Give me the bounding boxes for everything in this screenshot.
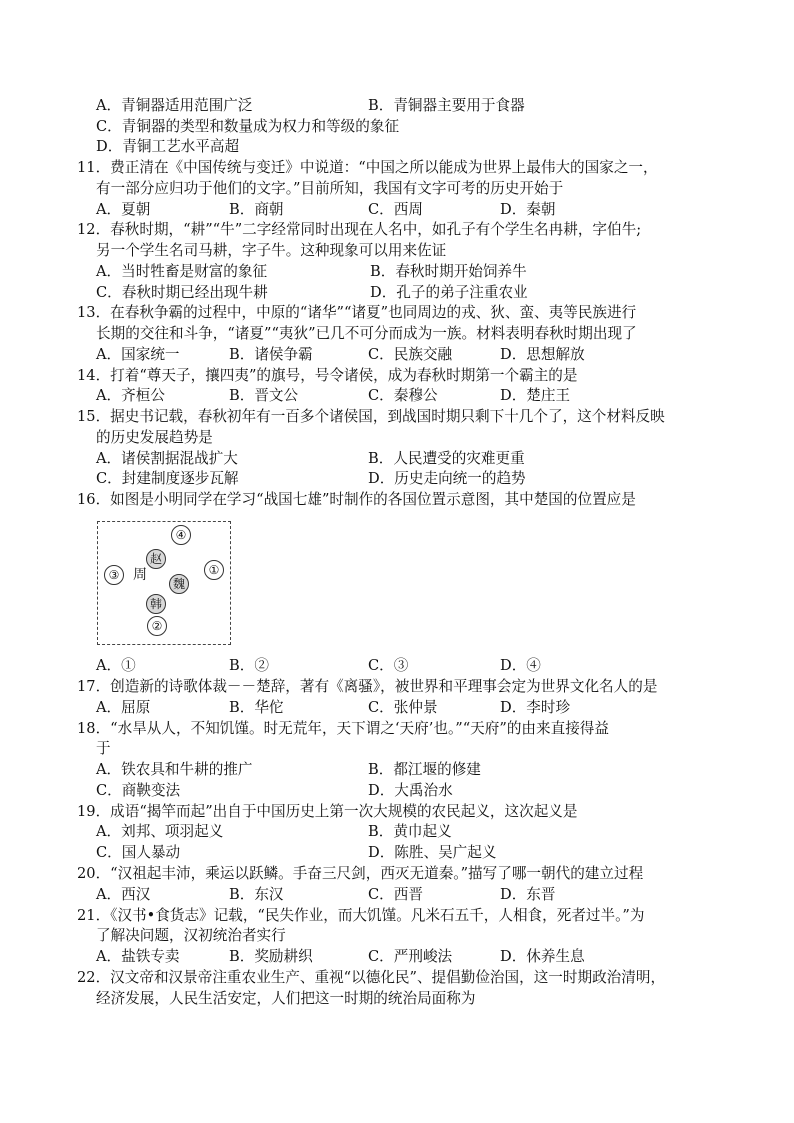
q12-option-a: A．当时牲畜是财富的象征 xyxy=(96,263,268,280)
q20-stem-line1: 20．“汉祖起丰沛，乘运以跃鳞。手奋三尺剑，西灭无道秦。”描写了哪一朝代的建立过程 xyxy=(77,865,644,882)
q14-option-a: A．齐桓公 xyxy=(96,387,165,404)
q11-stem-line2: 有一部分应归功于他们的文字。”目前所知，我国有文字可考的历史开始于 xyxy=(96,180,564,197)
q13-option-a: A．国家统一 xyxy=(96,346,180,363)
q14-stem-line1: 14．打着“尊天子，攘四夷”的旗号，号令诸侯，成为春秋时期第一个霸主的是 xyxy=(77,367,578,384)
q21-option-b: B．奖励耕织 xyxy=(229,948,313,965)
q16-stem-line1: 16．如图是小明同学在学习“战国七雄”时制作的各国位置示意图，其中楚国的位置应是 xyxy=(77,491,636,508)
q12-option-c: C．春秋时期已经出现牛耕 xyxy=(96,284,268,301)
q12-stem-line1: 12．春秋时期，“耕”“牛”二字经常同时出现在人名中，如孔子有个学生名冉耕，字伯牛; xyxy=(77,221,642,238)
q13-option-d: D．思想解放 xyxy=(500,346,585,363)
q19-stem-line1: 19．成语“揭竿而起”出自于中国历史上第一次大规模的农民起义，这次起义是 xyxy=(77,803,578,820)
q12-option-b: B．春秋时期开始饲养牛 xyxy=(370,263,527,280)
q14-option-c: C．秦穆公 xyxy=(368,387,438,404)
q21-stem-line2: 了解决问题，汉初统治者实行 xyxy=(96,927,286,944)
q22-stem-line1: 22．汉文帝和汉景帝注重农业生产、重视“以德化民”、提倡勤俭治国，这一时期政治清明， xyxy=(77,969,666,986)
q15-stem-line1: 15．据史书记载，春秋初年有一百多个诸侯国，到战国时期只剩下十几个了，这个材料反映 xyxy=(77,408,665,425)
q20-option-c: C．西晋 xyxy=(368,886,423,903)
q19-option-b: B．黄巾起义 xyxy=(368,823,452,840)
q12-stem-line2: 另一个学生名司马耕，字子牛。这种现象可以用来佐证 xyxy=(96,242,447,259)
q18-option-c: C．商鞅变法 xyxy=(96,782,181,799)
q15-option-d: D．历史走向统一的趋势 xyxy=(368,470,526,487)
q10-option-d: D．青铜工艺水平高超 xyxy=(96,138,240,155)
q18-option-a: A．铁农具和牛耕的推广 xyxy=(96,761,253,778)
q20-option-d: D．东晋 xyxy=(500,886,556,903)
q10-option-b: B．青铜器主要用于食器 xyxy=(368,97,525,114)
q13-option-c: C．民族交融 xyxy=(368,346,453,363)
q15-option-b: B．人民遭受的灾难更重 xyxy=(368,450,525,467)
q15-stem-line2: 的历史发展趋势是 xyxy=(96,429,213,446)
q16-option-c: C．③ xyxy=(368,657,409,674)
map-state-wei: 魏 xyxy=(169,574,189,594)
q14-option-d: D．楚庄王 xyxy=(500,387,571,404)
q16-option-b: B．② xyxy=(229,657,269,674)
q14-option-b: B．晋文公 xyxy=(229,387,299,404)
q11-option-c: C．西周 xyxy=(368,201,423,218)
map-state-han: 韩 xyxy=(146,594,166,614)
q20-option-b: B．东汉 xyxy=(229,886,284,903)
q17-option-c: C．张仲景 xyxy=(368,699,438,716)
q18-option-d: D．大禹治水 xyxy=(368,782,453,799)
q12-option-d: D．孔子的弟子注重农业 xyxy=(370,284,528,301)
q13-stem-line2: 长期的交往和斗争，“诸夏”“夷狄”已几不可分而成为一族。材料表明春秋时期出现了 xyxy=(96,325,637,342)
map-position-1: ① xyxy=(204,560,224,580)
q21-option-c: C．严刑峻法 xyxy=(368,948,453,965)
map-position-2: ② xyxy=(147,616,167,636)
q19-option-d: D．陈胜、吴广起义 xyxy=(368,844,497,861)
q11-option-b: B．商朝 xyxy=(229,201,284,218)
q21-option-d: D．休养生息 xyxy=(500,948,585,965)
map-position-3: ③ xyxy=(104,565,124,585)
q19-option-c: C．国人暴动 xyxy=(96,844,181,861)
q15-option-a: A．诸侯割据混战扩大 xyxy=(96,450,238,467)
q15-option-c: C．封建制度逐步瓦解 xyxy=(96,470,239,487)
q18-option-b: B．都江堰的修建 xyxy=(368,761,481,778)
q11-stem-line1: 11．费正清在《中国传统与变迁》中说道：“中国之所以能成为世界上最伟大的国家之一， xyxy=(77,159,658,176)
q17-option-a: A．屈原 xyxy=(96,699,151,716)
q10-option-c: C．青铜器的类型和数量成为权力和等级的象征 xyxy=(96,118,400,135)
map-state-zhao: 赵 xyxy=(146,549,166,569)
q17-stem-line1: 17．创造新的诗歌体裁－－楚辞，著有《离骚》，被世界和平理事会定为世界文化名人的是 xyxy=(77,678,658,695)
q19-option-a: A．刘邦、项羽起义 xyxy=(96,823,224,840)
q21-stem-line1: 21．《汉书•食货志》记载，“民失作业，而大饥馑。凡米石五千，人相食，死者过半。”为 xyxy=(77,907,645,924)
q20-option-a: A．西汉 xyxy=(96,886,151,903)
q18-stem-line1: 18．“水旱从人，不知饥馑。时无荒年，天下谓之‘天府’也。”“天府”的由来直接得益 xyxy=(77,720,609,737)
q22-stem-line2: 经济发展，人民生活安定，人们把这一时期的统治局面称为 xyxy=(96,990,476,1007)
warring-states-map xyxy=(97,521,231,645)
q10-option-a: A．青铜器适用范围广泛 xyxy=(96,97,253,114)
q17-option-d: D．李时珍 xyxy=(500,699,571,716)
q13-option-b: B．诸侯争霸 xyxy=(229,346,313,363)
map-state-zhou: 周 xyxy=(133,567,147,583)
q11-option-d: D．秦朝 xyxy=(500,201,556,218)
q11-option-a: A．夏朝 xyxy=(96,201,151,218)
q18-stem-line2: 于 xyxy=(96,740,111,757)
map-position-4: ④ xyxy=(171,525,191,545)
q21-option-a: A．盐铁专卖 xyxy=(96,948,180,965)
q13-stem-line1: 13．在春秋争霸的过程中，中原的“诸华”“诸夏”也同周边的戎、狄、蛮、夷等民族进行 xyxy=(77,304,637,321)
q17-option-b: B．华佗 xyxy=(229,699,284,716)
q16-option-d: D．④ xyxy=(500,657,541,674)
q16-option-a: A．① xyxy=(96,657,136,674)
